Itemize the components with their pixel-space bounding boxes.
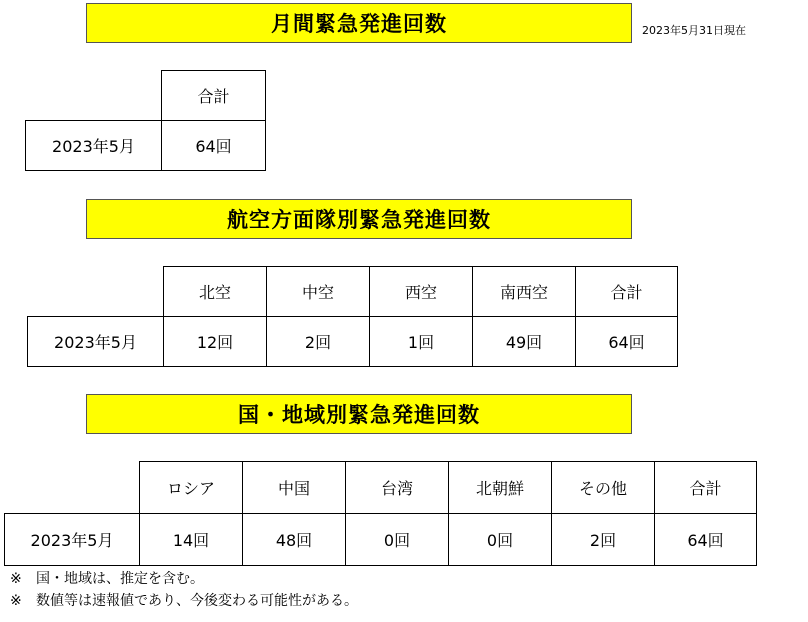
column-header: 北朝鮮 <box>449 462 552 514</box>
value-cell: 48回 <box>243 514 346 566</box>
value-cell: 0回 <box>346 514 449 566</box>
table-row <box>28 317 678 367</box>
value-cell: 2回 <box>552 514 655 566</box>
column-header: 中空 <box>267 267 370 317</box>
value-cell: 64回 <box>655 514 757 566</box>
row-label: 2023年5月 <box>5 514 140 566</box>
column-header: 台湾 <box>346 462 449 514</box>
value-cell: 1回 <box>370 317 473 367</box>
country-header-row <box>5 462 757 514</box>
column-header: 北空 <box>164 267 267 317</box>
column-header: 合計 <box>576 267 678 317</box>
row-label: 2023年5月 <box>26 121 162 171</box>
monthly-title: 月間緊急発進回数 <box>271 12 447 36</box>
monthly-header-row <box>26 71 266 121</box>
value-cell: 0回 <box>449 514 552 566</box>
value-cell: 64回 <box>576 317 678 367</box>
column-header: 南西空 <box>473 267 576 317</box>
column-header: その他 <box>552 462 655 514</box>
column-header: ロシア <box>140 462 243 514</box>
footnote <box>10 568 358 590</box>
column-header: 合計 <box>655 462 757 514</box>
footnote <box>10 590 358 612</box>
value-cell: 49回 <box>473 317 576 367</box>
country-table <box>4 461 757 566</box>
force-title: 航空方面隊別緊急発進回数 <box>227 208 491 232</box>
corner-cell <box>26 71 162 121</box>
table-row <box>5 514 757 566</box>
note-mark: ※ <box>10 593 22 609</box>
monthly-table <box>25 70 266 171</box>
value-cell: 2回 <box>267 317 370 367</box>
note-text: 数値等は速報値であり、今後変わる可能性がある。 <box>36 593 358 609</box>
monthly-title-banner <box>86 3 632 43</box>
value-cell: 64回 <box>162 121 266 171</box>
note-mark: ※ <box>10 571 22 587</box>
value-cell: 12回 <box>164 317 267 367</box>
corner-cell <box>28 267 164 317</box>
corner-cell <box>5 462 140 514</box>
footnotes <box>10 568 358 612</box>
table-row <box>26 121 266 171</box>
country-title: 国・地域別緊急発進回数 <box>238 403 480 427</box>
force-header-row <box>28 267 678 317</box>
column-header: 合計 <box>162 71 266 121</box>
note-text: 国・地域は、推定を含む。 <box>36 571 204 587</box>
value-cell: 14回 <box>140 514 243 566</box>
force-table <box>27 266 678 367</box>
country-title-banner <box>86 394 632 434</box>
row-label: 2023年5月 <box>28 317 164 367</box>
force-title-banner <box>86 199 632 239</box>
column-header: 西空 <box>370 267 473 317</box>
as-of-date: 2023年5月31日現在 <box>642 24 746 37</box>
column-header: 中国 <box>243 462 346 514</box>
